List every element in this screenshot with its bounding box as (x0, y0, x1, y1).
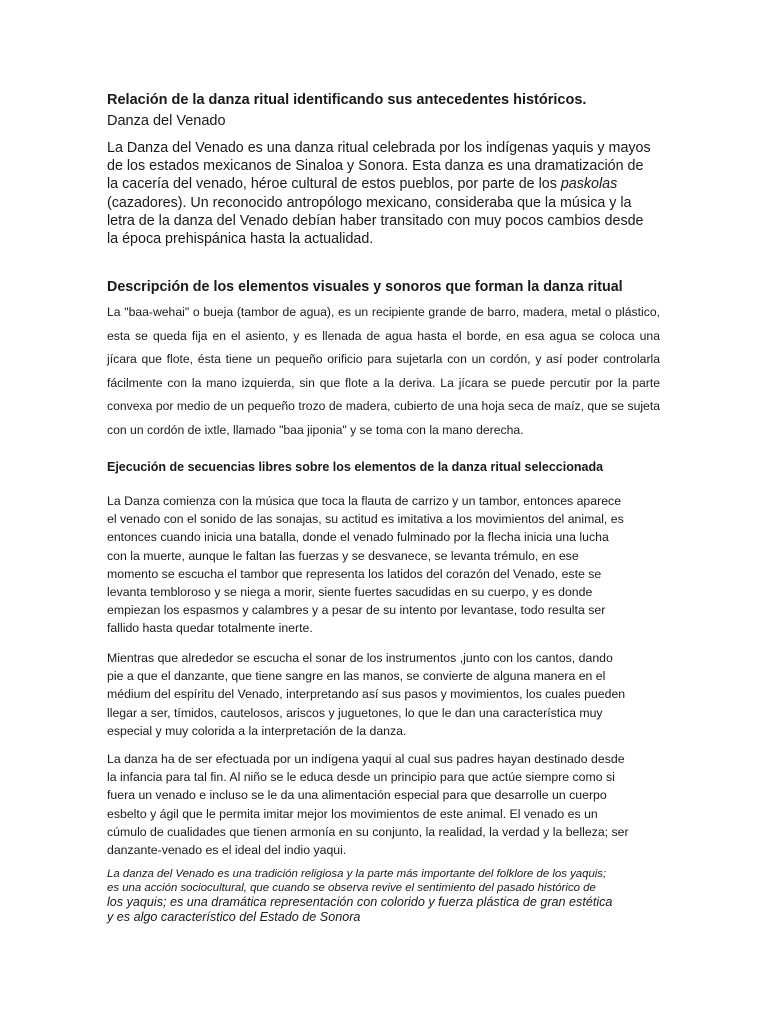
intro-paragraph (107, 139, 655, 248)
closing-line-2: es una acción sociocultural, que cuando se observa revive el sentimiento del pasado histórico de (107, 882, 596, 894)
intro-italic-term: paskolas (560, 176, 618, 193)
paragraph-instruments: Mientras que alrededor se escucha el sonar de los instrumentos ,junto con los cantos, dando pie a que el danzante, que tiene sangre en las manos, se convierte de alguna manera en el médium del espíritu del Venado, interpretando así sus pasos y movimientos, los cuales pueden llegar a ser, tímidos, cautelosos, ariscos y juguetones, lo que le dan una característica muy especial y muy colorida a la interpretación de la danza. (107, 651, 626, 738)
paragraph-drum-description: La "baa-wehai" o bueja (tambor de agua), es un recipiente grande de barro, madera, metal o plástico, esta se queda fija en el asiento, y es llenada de agua hasta el borde, en esa agua se coloca una jícara que flote, ésta tiene un pequeño orificio para sujetarla con un cordón, y así poder controlarla fácilmente con la mano izquierda, sin que flote a la deriva. La jícara se puede percutir por la parte convexa por medio de un pequeño trozo de madera, cubierto de una hoja seca de maíz, que se sujeta con un cordón de ixtle, llamado "baa jiponia" y se toma con la mano derecha. (107, 305, 660, 437)
paragraph-dancer: La danza ha de ser efectuada por un indígena yaqui al cual sus padres hayan destinado desde la infancia para tal fin. Al niño se le educa desde un principio para que actúe siempre como si fuera un venado e incluso se le da una alimentación especial para que desarrolle un cuerpo esbelto y ágil que le permita imitar mejor los movimientos de este animal. El venado es un cúmulo de cualidades que tienen armonía en su conjunto, la realidad, la verdad y la belleza; ser danzante-venado es el ideal del indio yaqui. (107, 752, 629, 858)
intro-text-start: La Danza del Venado es una danza ritual celebrada por los indígenas yaquis y mayos de los estados mexicanos de Sinaloa y Sonora. Esta danza es una dramatización de la cacería del venado, héroe cultural de estos pueblos, por parte de los (107, 140, 651, 193)
intro-text-end: (cazadores). Un reconocido antropólogo mexicano, consideraba que la música y la letra de la danza del Venado debían haber transitado con muy pocos cambios desde la época prehispánica hasta la actualidad. (107, 194, 644, 248)
document-subtitle: Danza del Venado (107, 113, 226, 129)
paragraph-dance-start: La Danza comienza con la música que toca la flauta de carrizo y un tambor, entonces aparece el venado con el sonido de las sonajas, su actitud es imitativa a los movimientos del animal, es entonces cuando inicia una batalla, donde el venado fulminado por la flecha inicia una lucha con la muerte, aunque le faltan las fuerzas y se desvanece, se levanta trémulo, en ese momento se escucha el tambor que representa los latidos del corazón del Venado, este se levanta tembloroso y se niega a morir, siente fuertes sacudidas en su cuerpo, y es donde empiezan los espasmos y calambres y a pesar de su intento por levantase, todo resulta ser fallido hasta quedar totalmente inerte. (107, 494, 624, 636)
closing-line-4: y es algo característico del Estado de Sonora (107, 910, 361, 924)
section-heading-execution: Ejecución de secuencias libres sobre los elementos de la danza ritual seleccionada (107, 460, 604, 474)
document-title: Relación de la danza ritual identificando sus antecedentes históricos. (107, 92, 587, 108)
closing-line-1: La danza del Venado es una tradición religiosa y la parte más importante del folklore de los yaquis; (107, 868, 607, 880)
section-heading-elements: Descripción de los elementos visuales y sonoros que forman la danza ritual (107, 279, 623, 295)
closing-quote (107, 867, 667, 925)
closing-line-3: los yaquis; es una dramática representación con colorido y fuerza plástica de gran estética (107, 895, 613, 909)
